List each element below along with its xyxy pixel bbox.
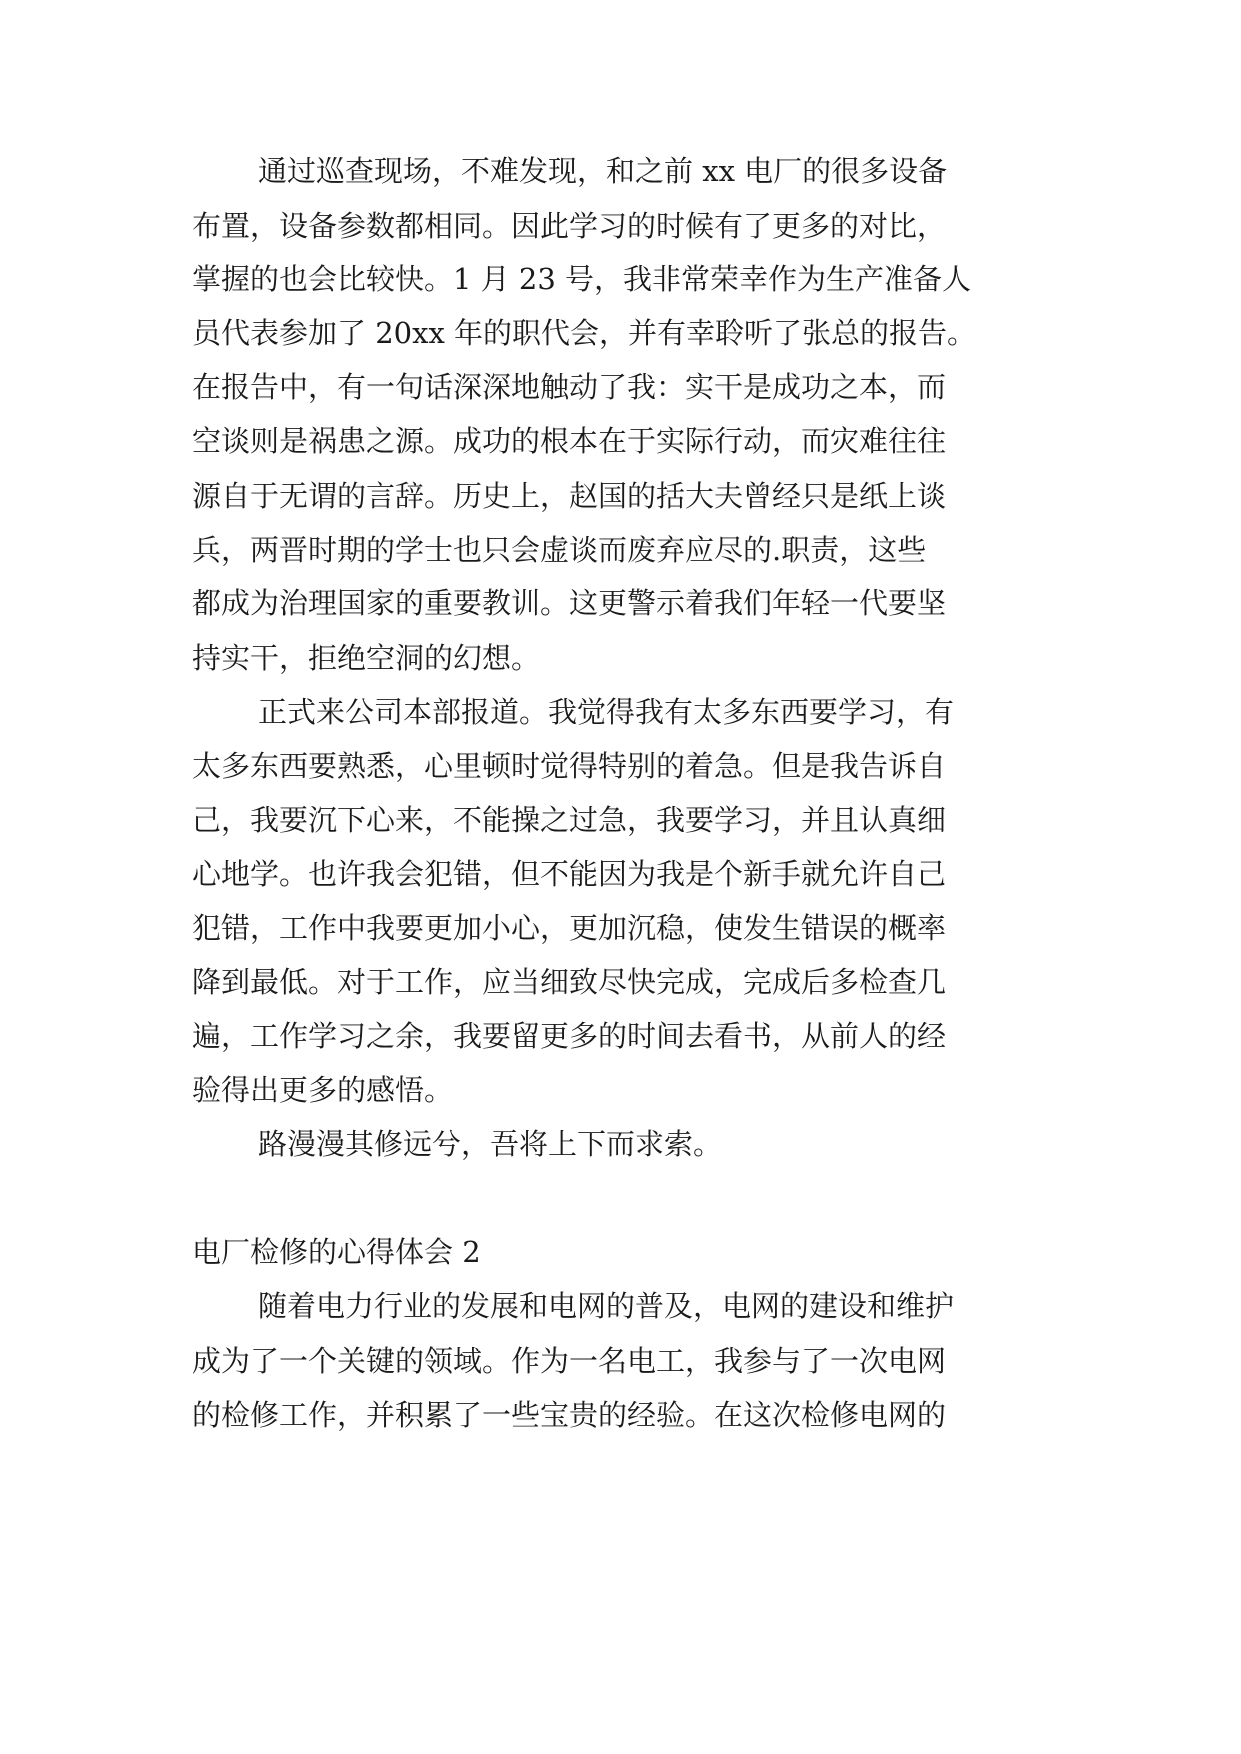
text-line: 都成为治理国家的重要教训。这更警示着我们年轻一代要坚 (192, 586, 947, 620)
text-line: 源自于无谓的言辞。历史上，赵国的括大夫曾经只是纸上谈 (192, 479, 947, 513)
text-line: 路漫漫其修远兮，吾将上下而求索。 (258, 1127, 723, 1161)
text-line: 的检修工作，并积累了一些宝贵的经验。在这次检修电网的 (192, 1398, 947, 1432)
text-line: 验得出更多的感悟。 (192, 1073, 454, 1107)
text-line: 心地学。也许我会犯错，但不能因为我是个新手就允许自己 (192, 857, 947, 891)
text-line: 成为了一个关键的领域。作为一名电工，我参与了一次电网 (192, 1344, 947, 1378)
text-line: 犯错，工作中我要更加小心，更加沉稳，使发生错误的概率 (192, 911, 947, 945)
text-line: 布置，设备参数都相同。因此学习的时候有了更多的对比， (192, 209, 947, 243)
text-line: 空谈则是祸患之源。成功的根本在于实际行动，而灾难往往 (192, 424, 947, 458)
text-line: 太多东西要熟悉，心里顿时觉得特别的着急。但是我告诉自 (192, 749, 947, 783)
text-line: 员代表参加了 20xx 年的职代会，并有幸聆听了张总的报告。 (192, 316, 977, 350)
text-line: 降到最低。对于工作，应当细致尽快完成，完成后多检查几 (192, 965, 947, 999)
text-line: 正式来公司本部报道。我觉得我有太多东西要学习，有 (258, 695, 955, 729)
text-line: 掌握的也会比较快。1 月 23 号，我非常荣幸作为生产准备人 (192, 262, 972, 296)
section-heading: 电厂检修的心得体会 2 (192, 1235, 481, 1269)
text-line: 随着电力行业的发展和电网的普及，电网的建设和维护 (258, 1289, 955, 1323)
text-line: 遍，工作学习之余，我要留更多的时间去看书，从前人的经 (192, 1019, 947, 1053)
text-line: 己，我要沉下心来，不能操之过急，我要学习，并且认真细 (192, 803, 947, 837)
text-line: 兵，两晋时期的学士也只会虚谈而废弃应尽的.职责，这些 (192, 533, 927, 567)
text-line: 在报告中，有一句话深深地触动了我：实干是成功之本，而 (192, 370, 947, 404)
text-line: 持实干，拒绝空洞的幻想。 (192, 641, 541, 675)
text-line: 通过巡查现场，不难发现，和之前 xx 电厂的很多设备 (258, 154, 948, 188)
